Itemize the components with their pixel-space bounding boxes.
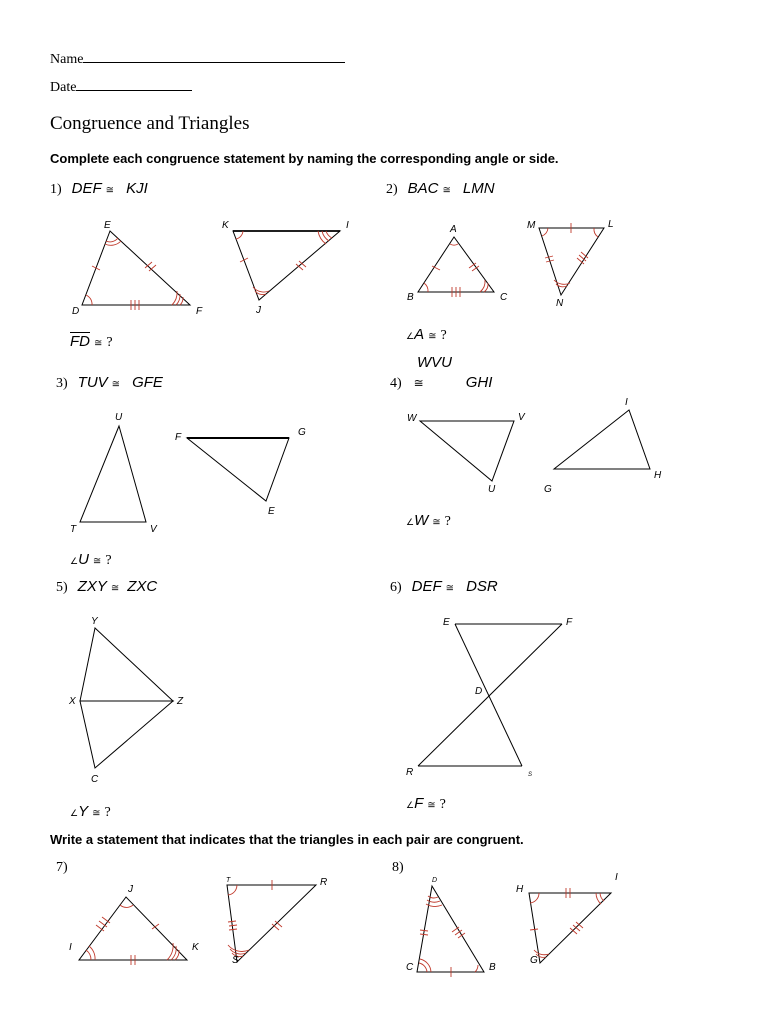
angle-mark-i xyxy=(86,950,91,960)
angle-mark-i xyxy=(89,946,95,960)
vertex-label-i: I xyxy=(625,397,628,408)
vertex-label-h: H xyxy=(516,884,524,895)
vertex-label-z: Z xyxy=(177,696,184,707)
tick-mark xyxy=(570,928,577,934)
tick-mark xyxy=(458,933,465,938)
triangle-tuv xyxy=(80,426,146,522)
congruent-symbol: ≅ xyxy=(428,331,437,342)
tick-mark xyxy=(229,925,237,926)
triangle-kji xyxy=(233,231,340,300)
figure-8-left-triangle xyxy=(406,877,496,977)
triangle-ghi xyxy=(554,410,650,469)
vertex-label-y: Y xyxy=(91,616,98,627)
problem-number: 5) xyxy=(56,580,68,595)
page-title: Congruence and Triangles xyxy=(50,113,250,134)
vertex-label-c: C xyxy=(91,774,99,785)
congruent-symbol: ≅ xyxy=(92,808,101,819)
vertex-label-l: L xyxy=(608,219,614,230)
vertex-label-b: B xyxy=(489,962,496,973)
figure-2-right-triangle xyxy=(527,219,614,309)
tick-mark xyxy=(420,934,428,935)
vertex-label-k: K xyxy=(192,942,199,953)
vertex-label-d: D xyxy=(432,877,438,884)
tick-mark xyxy=(228,921,236,922)
angle-symbol: ∠ xyxy=(406,331,415,341)
problem-7-number: 7) xyxy=(56,860,68,875)
answer-placeholder[interactable]: ? xyxy=(104,805,111,820)
figure-7-left-triangle xyxy=(69,884,200,965)
vertex-label-e: E xyxy=(104,220,111,231)
vertex-label-d: D xyxy=(475,686,483,697)
left-triangle: DEF xyxy=(71,180,102,197)
angle-mark-e xyxy=(106,238,118,242)
angle-mark-k xyxy=(236,231,243,239)
asked-part: $\overline{FD}$ xyxy=(70,333,90,350)
vertex-label-i: I xyxy=(346,220,349,231)
asked-part: Y xyxy=(78,803,89,820)
vertex-label-r: R xyxy=(406,767,414,778)
answer-placeholder[interactable]: ? xyxy=(106,335,113,350)
vertex-label-f: F xyxy=(196,306,203,317)
problem-number: 2) xyxy=(386,182,398,197)
triangle-wvu xyxy=(420,421,514,481)
angle-mark-d xyxy=(86,295,92,305)
congruent-symbol: ≅ xyxy=(111,379,121,390)
vertex-label-j: J xyxy=(256,305,261,316)
angle-mark-j xyxy=(120,905,133,907)
figure-2-left-triangle xyxy=(407,224,508,303)
vertex-label-t: T xyxy=(226,877,231,884)
angle-mark-a xyxy=(450,244,458,245)
triangle-dcb xyxy=(417,886,484,972)
right-triangle: GFE xyxy=(132,374,163,391)
vertex-label-u: U xyxy=(115,412,123,423)
angle-mark-t xyxy=(228,885,237,895)
angle-mark-l xyxy=(594,228,598,237)
angle-mark-f xyxy=(172,291,177,305)
right-triangle: LMN xyxy=(462,180,495,197)
tick-mark xyxy=(530,929,538,930)
name-label: Name xyxy=(50,52,84,67)
triangle-zxy xyxy=(80,628,173,701)
asked-part: U xyxy=(78,551,89,568)
vertex-label-c: C xyxy=(406,962,414,973)
vertex-label-e: E xyxy=(443,617,450,628)
angle-mark-c xyxy=(420,959,431,972)
angle-symbol: ∠ xyxy=(406,517,415,527)
left-triangle: ZXY xyxy=(77,578,107,595)
vertex-label-v: V xyxy=(150,524,157,535)
vertex-label-r: R xyxy=(320,877,328,888)
vertex-label-h: H xyxy=(654,470,662,481)
side-fr xyxy=(418,624,562,766)
triangle-zxc xyxy=(80,701,173,768)
vertex-label-n: N xyxy=(556,298,564,309)
vertex-label-k: K xyxy=(222,220,229,231)
instruction-2: Write a statement that indicates that the triangles in each pair are congruent. xyxy=(50,832,524,847)
answer-placeholder[interactable]: ? xyxy=(440,328,447,343)
problem-number: 1) xyxy=(50,182,62,197)
problem-number: 6) xyxy=(390,580,402,595)
vertex-label-c: C xyxy=(500,292,508,303)
vertex-label-s: S xyxy=(232,955,239,966)
tick-mark xyxy=(229,929,237,930)
congruent-symbol: ≅ xyxy=(94,338,103,349)
vertex-label-i: I xyxy=(615,872,618,883)
angle-symbol: ∠ xyxy=(70,556,79,566)
angle-mark-i xyxy=(326,231,332,238)
side-es xyxy=(455,624,522,766)
left-triangle: BAC xyxy=(407,180,439,197)
congruent-symbol: ≅ xyxy=(92,556,102,567)
problem-8-number: 8) xyxy=(392,860,404,875)
figure-1-right-triangle xyxy=(222,220,349,316)
angle-mark-h xyxy=(530,893,539,903)
angle-mark-b xyxy=(424,283,428,292)
vertex-label-a: A xyxy=(450,224,457,235)
answer-placeholder[interactable]: ? xyxy=(444,514,451,529)
asked-part: W xyxy=(414,512,429,529)
triangle-ijk xyxy=(79,897,187,960)
angle-mark-k xyxy=(167,943,173,960)
figure-7-right-triangle xyxy=(226,877,327,966)
figure-3-left-triangle xyxy=(70,412,158,535)
congruent-symbol: ≅ xyxy=(445,583,455,594)
figure-4-left-triangle xyxy=(407,412,526,495)
congruent-symbol: ≅ xyxy=(432,517,441,528)
vertex-label-b: B xyxy=(407,292,414,303)
vertex-label-m: M xyxy=(527,220,536,231)
tick-mark xyxy=(420,930,428,931)
right-triangle: ZXC xyxy=(127,578,158,595)
vertex-label-w: W xyxy=(407,413,417,424)
left-triangle: DEF xyxy=(411,578,442,595)
congruent-symbol: ≅ xyxy=(442,185,451,196)
problem-number: 4) xyxy=(390,376,402,391)
triangle-gfe xyxy=(187,438,289,501)
vertex-label-g: G xyxy=(298,427,306,438)
right-triangle: KJI xyxy=(126,180,148,197)
vertex-label-d: D xyxy=(72,306,80,317)
left-triangle: TUV xyxy=(77,374,108,391)
vertex-label-v: V xyxy=(518,412,525,423)
vertex-label-f: F xyxy=(175,432,182,443)
vertex-label-t: T xyxy=(70,524,77,535)
vertex-label-x: X xyxy=(69,696,76,707)
angle-mark-m xyxy=(542,228,548,236)
angle-mark-c xyxy=(480,280,485,292)
figure-1-left-triangle xyxy=(72,220,203,317)
angle-mark-b xyxy=(475,965,478,972)
tick-mark xyxy=(299,261,306,267)
vertex-label-f: F xyxy=(566,617,573,628)
angle-symbol: ∠ xyxy=(70,808,79,818)
triangle-def xyxy=(82,231,190,305)
vertex-label-s: S xyxy=(528,772,533,778)
angle-symbol: ∠ xyxy=(406,800,415,810)
vertex-label-g: G xyxy=(530,955,538,966)
figure-4-right-triangle xyxy=(544,397,662,495)
figure-3-right-triangle xyxy=(175,427,306,517)
right-triangle: GHI xyxy=(465,374,493,391)
asked-part: A xyxy=(414,326,425,343)
answer-placeholder[interactable]: ? xyxy=(439,797,446,812)
right-triangle: DSR xyxy=(466,578,498,595)
angle-mark-c xyxy=(419,963,427,972)
vertex-label-u: U xyxy=(488,484,496,495)
asked-part: F xyxy=(414,795,424,812)
vertex-label-e: E xyxy=(268,506,275,517)
date-label: Date xyxy=(50,80,77,95)
angle-mark-i xyxy=(322,231,329,241)
figure-8-right-triangle xyxy=(516,872,618,966)
vertex-label-g: G xyxy=(544,484,552,495)
instruction-1: Complete each congruence statement by naming the corresponding angle or side. xyxy=(50,151,559,166)
problem-4-left-triangle: WVU xyxy=(417,354,452,371)
vertex-label-i: I xyxy=(69,942,72,953)
vertex-label-j: J xyxy=(128,884,133,895)
congruent-symbol: ≅ xyxy=(110,583,120,594)
figure-6 xyxy=(406,617,573,778)
problem-number: 3) xyxy=(56,376,68,391)
congruent-symbol: ≅ xyxy=(413,376,424,390)
answer-placeholder[interactable]: ? xyxy=(105,553,112,568)
triangle-trs xyxy=(227,885,316,962)
figure-5 xyxy=(68,616,184,785)
congruent-symbol: ≅ xyxy=(427,800,436,811)
congruent-symbol: ≅ xyxy=(105,185,115,196)
